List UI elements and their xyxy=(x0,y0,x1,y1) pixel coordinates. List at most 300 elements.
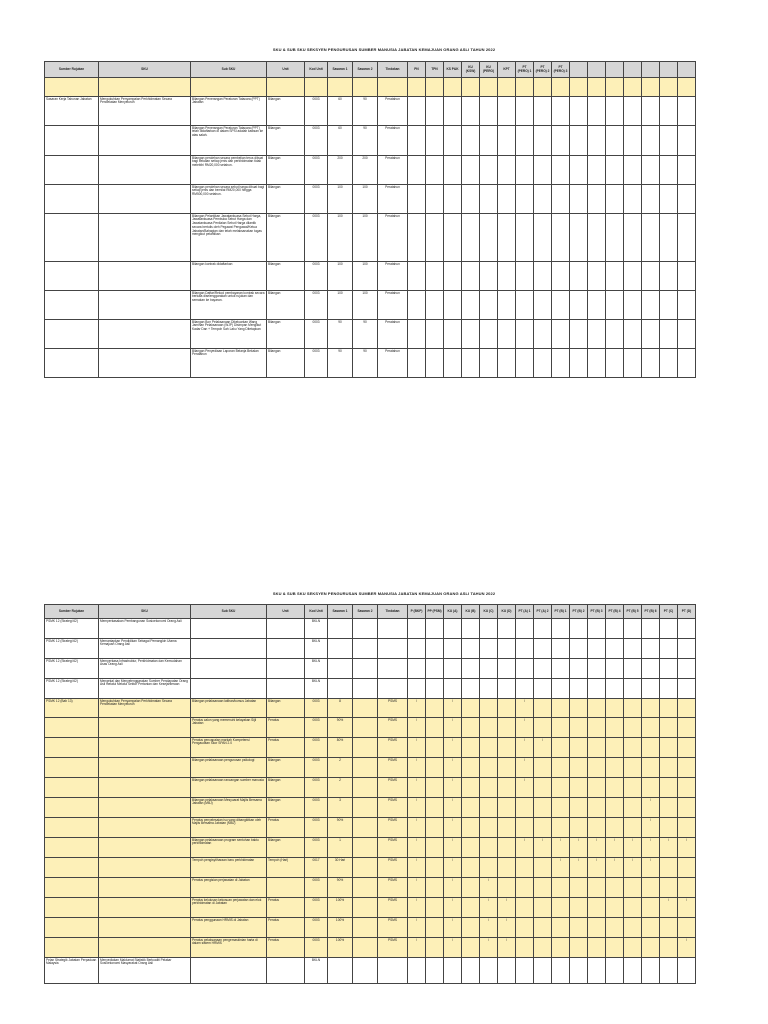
action-cell xyxy=(378,78,408,97)
role-cell xyxy=(534,214,552,262)
role-cell xyxy=(588,778,606,798)
role-cell xyxy=(498,838,516,858)
role-cell xyxy=(570,619,588,639)
unit-code-cell: 0003 xyxy=(305,878,328,898)
role-cell xyxy=(480,798,498,818)
role-cell: / xyxy=(480,938,498,958)
unit-cell: Bilangan xyxy=(267,320,305,349)
role-cell xyxy=(570,262,588,291)
action-cell: Peratahun xyxy=(378,320,408,349)
role-cell xyxy=(534,958,552,984)
role-cell xyxy=(462,291,480,320)
unit-code-cell xyxy=(305,78,328,97)
column-header: Kod Unit xyxy=(305,605,328,619)
role-cell xyxy=(426,718,444,738)
role-cell xyxy=(678,858,696,878)
role-cell xyxy=(606,349,624,378)
role-cell xyxy=(678,262,696,291)
role-cell xyxy=(480,97,498,126)
role-cell xyxy=(498,818,516,838)
role-cell xyxy=(588,958,606,984)
target2-cell xyxy=(353,878,378,898)
role-cell: / xyxy=(408,738,426,758)
role-cell xyxy=(642,718,660,738)
role-cell xyxy=(534,798,552,818)
role-cell xyxy=(678,958,696,984)
column-header: Tindakan xyxy=(378,605,408,619)
role-cell xyxy=(588,878,606,898)
role-cell xyxy=(642,778,660,798)
role-cell xyxy=(516,798,534,818)
target2-cell: 90 xyxy=(353,320,378,349)
role-cell xyxy=(624,738,642,758)
role-cell xyxy=(642,78,660,97)
role-cell xyxy=(462,898,480,918)
source-ref-cell: Sasaran Kerja Tahunan Jabatan xyxy=(45,97,99,126)
action-cell: PSMS xyxy=(378,758,408,778)
role-cell xyxy=(480,679,498,699)
sub-sku-cell: Bilangan Daftar/Rekod pembayaran kontrak secara berkala diselenggarakan untuk rujukan dan semakan ke bayaran. xyxy=(191,291,267,320)
column-header xyxy=(642,62,660,78)
role-cell xyxy=(606,78,624,97)
role-cell xyxy=(552,156,570,185)
role-cell xyxy=(606,214,624,262)
sku-cell xyxy=(99,798,191,818)
role-cell xyxy=(516,639,534,659)
role-cell: / xyxy=(516,838,534,858)
role-cell: / xyxy=(444,778,462,798)
role-cell xyxy=(426,262,444,291)
sub-sku-cell: Peratus penggunaan HRMIS di Jabatan xyxy=(191,918,267,938)
unit-code-cell: 0003 xyxy=(305,738,328,758)
role-cell xyxy=(408,262,426,291)
unit-code-cell: 0003 xyxy=(305,156,328,185)
role-cell xyxy=(498,758,516,778)
target2-cell xyxy=(353,798,378,818)
unit-cell: Bilangan xyxy=(267,126,305,156)
unit-cell xyxy=(267,659,305,679)
role-cell xyxy=(426,838,444,858)
role-cell xyxy=(642,898,660,918)
role-cell xyxy=(570,185,588,214)
unit-code-cell: 0003 xyxy=(305,349,328,378)
role-cell xyxy=(462,838,480,858)
role-cell xyxy=(552,619,570,639)
table-row xyxy=(45,185,696,214)
role-cell xyxy=(588,639,606,659)
role-cell xyxy=(516,262,534,291)
column-header: Tindakan xyxy=(378,62,408,78)
role-cell xyxy=(642,320,660,349)
role-cell: / xyxy=(408,918,426,938)
sub-sku-cell xyxy=(191,619,267,639)
role-cell xyxy=(606,898,624,918)
role-cell xyxy=(534,262,552,291)
role-cell: / xyxy=(444,918,462,938)
role-cell xyxy=(426,918,444,938)
role-cell xyxy=(606,778,624,798)
role-cell xyxy=(444,320,462,349)
target1-cell xyxy=(328,78,353,97)
role-cell xyxy=(606,818,624,838)
unit-code-cell: 0003 xyxy=(305,778,328,798)
role-cell xyxy=(498,78,516,97)
sku-cell xyxy=(99,918,191,938)
role-cell xyxy=(678,679,696,699)
role-cell xyxy=(642,699,660,718)
table-row xyxy=(45,918,696,938)
role-cell xyxy=(426,659,444,679)
role-cell xyxy=(516,126,534,156)
sku-cell: Mengukuhkan Penyampaian Perkhidmatan Secara Pendekatan Menyeluruh xyxy=(99,97,191,126)
column-header xyxy=(678,62,696,78)
role-cell xyxy=(444,214,462,262)
column-header: PT (B) 4 xyxy=(606,605,624,619)
role-cell xyxy=(588,619,606,639)
action-cell xyxy=(378,679,408,699)
role-cell xyxy=(408,78,426,97)
action-cell: Peratahun xyxy=(378,97,408,126)
role-cell xyxy=(678,758,696,778)
sub-sku-cell xyxy=(191,659,267,679)
role-cell: / xyxy=(534,838,552,858)
role-cell xyxy=(426,858,444,878)
role-cell xyxy=(624,938,642,958)
sub-sku-cell: Bilangan Penerangan Peraturan Tatacara (PPT) telah didaftarkan di dalam SPSI adalah kawsan ke atas salah. xyxy=(191,126,267,156)
role-cell xyxy=(624,918,642,938)
role-cell xyxy=(426,738,444,758)
role-cell xyxy=(660,938,678,958)
unit-cell: Tempoh (Hari) xyxy=(267,858,305,878)
sku-table-1 xyxy=(44,61,696,378)
role-cell xyxy=(606,938,624,958)
role-cell xyxy=(462,778,480,798)
role-cell xyxy=(480,78,498,97)
column-header: PP (PSM) xyxy=(426,605,444,619)
role-cell: / xyxy=(408,858,426,878)
column-header xyxy=(570,62,588,78)
unit-cell: Bilangan xyxy=(267,838,305,858)
role-cell xyxy=(678,619,696,639)
column-header: Sub SKU xyxy=(191,62,267,78)
column-header xyxy=(606,62,624,78)
sub-sku-cell: Bilangan pelaksanaan program sentuhan baktu perkhidmatan xyxy=(191,838,267,858)
unit-code-cell: 0003 xyxy=(305,262,328,291)
role-cell: / xyxy=(408,699,426,718)
role-cell xyxy=(516,156,534,185)
role-cell xyxy=(552,78,570,97)
sku-cell xyxy=(99,878,191,898)
role-cell xyxy=(426,778,444,798)
unit-cell xyxy=(267,958,305,984)
sku-cell xyxy=(99,185,191,214)
role-cell: / xyxy=(534,738,552,758)
role-cell xyxy=(588,938,606,958)
role-cell xyxy=(678,156,696,185)
role-cell xyxy=(534,291,552,320)
role-cell xyxy=(552,659,570,679)
role-cell xyxy=(570,679,588,699)
role-cell xyxy=(678,97,696,126)
unit-cell xyxy=(267,679,305,699)
role-cell xyxy=(660,858,678,878)
target2-cell xyxy=(353,718,378,738)
role-cell: / xyxy=(408,878,426,898)
role-cell xyxy=(570,659,588,679)
role-cell xyxy=(552,639,570,659)
role-cell xyxy=(534,639,552,659)
role-cell xyxy=(498,262,516,291)
role-cell xyxy=(552,679,570,699)
target1-cell: 100 xyxy=(328,291,353,320)
role-cell xyxy=(624,619,642,639)
role-cell: / xyxy=(444,938,462,958)
role-cell xyxy=(426,214,444,262)
role-cell xyxy=(570,918,588,938)
role-cell xyxy=(480,156,498,185)
role-cell xyxy=(642,738,660,758)
role-cell xyxy=(606,185,624,214)
target1-cell xyxy=(328,639,353,659)
column-header: Sasaran 1 xyxy=(328,62,353,78)
unit-code-cell: 0003 xyxy=(305,718,328,738)
role-cell xyxy=(570,718,588,738)
action-cell: PSMS xyxy=(378,878,408,898)
column-header: KU (C) xyxy=(480,605,498,619)
role-cell xyxy=(660,818,678,838)
sub-sku-cell: Bilangan perolehan secara pembelian terus dibuat bagi bekalan setiap jenis dan perkhidmatan tidak melebihi RM20,000 setahun. xyxy=(191,156,267,185)
action-cell: Peratahun xyxy=(378,126,408,156)
role-cell xyxy=(480,778,498,798)
role-cell xyxy=(426,679,444,699)
role-cell xyxy=(552,349,570,378)
role-cell xyxy=(534,659,552,679)
table-row xyxy=(45,97,696,126)
unit-code-cell: 0003 xyxy=(305,758,328,778)
role-cell xyxy=(462,878,480,898)
unit-code-cell: BKLN xyxy=(305,659,328,679)
sku-cell: Memperkasa Infrastruktur, Perkhidmatan dan Kemudahan Asas Orang Asli xyxy=(99,659,191,679)
role-cell xyxy=(624,758,642,778)
role-cell xyxy=(462,262,480,291)
sub-sku-cell: Bilangan pelaksanaan pengurusan psikologi xyxy=(191,758,267,778)
role-cell xyxy=(552,918,570,938)
sub-sku-cell: Bilangan kontrak didaftarkan xyxy=(191,262,267,291)
column-header: KU (B) xyxy=(462,605,480,619)
sku-cell xyxy=(99,858,191,878)
sub-sku-cell: Peratus kelulusan kekosuan perjawatan dan elok perkhidmatan di Jabatan xyxy=(191,898,267,918)
role-cell xyxy=(660,738,678,758)
target1-cell xyxy=(328,958,353,984)
role-cell xyxy=(498,126,516,156)
unit-code-cell: 0003 xyxy=(305,320,328,349)
unit-cell xyxy=(267,639,305,659)
role-cell xyxy=(426,878,444,898)
role-cell xyxy=(480,718,498,738)
table-row xyxy=(45,938,696,958)
source-ref-cell: PSMK 12 (Strategi 62) xyxy=(45,679,99,699)
role-cell xyxy=(606,291,624,320)
role-cell xyxy=(588,758,606,778)
role-cell: / xyxy=(660,838,678,858)
target1-cell: 2 xyxy=(328,758,353,778)
unit-cell xyxy=(267,878,305,898)
role-cell xyxy=(516,898,534,918)
source-ref-cell xyxy=(45,838,99,858)
table-row xyxy=(45,838,696,858)
column-header: PT (D) xyxy=(678,605,696,619)
table-row xyxy=(45,718,696,738)
role-cell: / xyxy=(660,898,678,918)
role-cell xyxy=(642,659,660,679)
role-cell xyxy=(588,291,606,320)
unit-code-cell: 0003 xyxy=(305,838,328,858)
role-cell xyxy=(462,798,480,818)
role-cell xyxy=(462,619,480,639)
role-cell xyxy=(624,349,642,378)
role-cell xyxy=(570,78,588,97)
role-cell xyxy=(624,679,642,699)
role-cell xyxy=(408,214,426,262)
role-cell xyxy=(606,718,624,738)
role-cell xyxy=(408,156,426,185)
role-cell xyxy=(426,699,444,718)
role-cell xyxy=(462,349,480,378)
role-cell xyxy=(606,659,624,679)
role-cell xyxy=(588,262,606,291)
role-cell xyxy=(462,738,480,758)
role-cell xyxy=(426,898,444,918)
role-cell xyxy=(552,938,570,958)
target2-cell: 100 xyxy=(353,185,378,214)
role-cell xyxy=(480,185,498,214)
column-header: TPN xyxy=(426,62,444,78)
role-cell xyxy=(570,778,588,798)
column-header: Unit xyxy=(267,605,305,619)
target2-cell xyxy=(353,778,378,798)
role-cell: / xyxy=(570,838,588,858)
role-cell xyxy=(606,918,624,938)
sub-sku-cell: Bilangan pelaksanaan latihan/kursus Jabatan xyxy=(191,699,267,718)
column-header: Sasaran 2 xyxy=(353,605,378,619)
table-row xyxy=(45,214,696,262)
role-cell: / xyxy=(408,778,426,798)
unit-cell: Bilangan xyxy=(267,97,305,126)
target1-cell: 90 xyxy=(328,349,353,378)
sub-sku-cell xyxy=(191,639,267,659)
role-cell: / xyxy=(516,699,534,718)
role-cell: / xyxy=(408,758,426,778)
action-cell xyxy=(378,958,408,984)
role-cell xyxy=(534,320,552,349)
source-ref-cell xyxy=(45,78,99,97)
sub-sku-cell: Bilangan Penyediaan Laporan Belanja Bekalan Peratahun xyxy=(191,349,267,378)
role-cell xyxy=(624,185,642,214)
role-cell xyxy=(552,214,570,262)
target2-cell: 100 xyxy=(353,291,378,320)
column-header: PT (A) 2 xyxy=(534,605,552,619)
role-cell xyxy=(498,738,516,758)
column-header: KU (KSW) xyxy=(462,62,480,78)
action-cell: Peratahun xyxy=(378,262,408,291)
sub-sku-cell: Bilangan pelaksanaan Mesyuarat Majlis Bersama Jabatan (MBJ) xyxy=(191,798,267,818)
role-cell xyxy=(552,262,570,291)
unit-cell xyxy=(267,78,305,97)
role-cell xyxy=(408,185,426,214)
target2-cell xyxy=(353,758,378,778)
action-cell: PSMS xyxy=(378,778,408,798)
role-cell xyxy=(426,818,444,838)
role-cell: / xyxy=(516,778,534,798)
role-cell xyxy=(570,958,588,984)
role-cell xyxy=(408,97,426,126)
role-cell xyxy=(606,262,624,291)
role-cell xyxy=(678,918,696,938)
role-cell xyxy=(498,718,516,738)
role-cell xyxy=(570,639,588,659)
role-cell xyxy=(498,214,516,262)
role-cell xyxy=(480,818,498,838)
action-cell: PSMS xyxy=(378,918,408,938)
sku-cell xyxy=(99,291,191,320)
role-cell xyxy=(498,349,516,378)
table-row xyxy=(45,699,696,718)
action-cell: PSMS xyxy=(378,838,408,858)
role-cell xyxy=(588,320,606,349)
role-cell xyxy=(534,185,552,214)
role-cell xyxy=(588,798,606,818)
table-row xyxy=(45,262,696,291)
role-cell xyxy=(498,699,516,718)
unit-code-cell: BKLN xyxy=(305,619,328,639)
sku-cell xyxy=(99,898,191,918)
role-cell xyxy=(624,818,642,838)
role-cell xyxy=(660,126,678,156)
unit-code-cell: 0003 xyxy=(305,97,328,126)
role-cell xyxy=(516,320,534,349)
role-cell xyxy=(660,78,678,97)
target1-cell: 3 xyxy=(328,798,353,818)
role-cell xyxy=(678,818,696,838)
target2-cell xyxy=(353,639,378,659)
action-cell: PSMS xyxy=(378,898,408,918)
source-ref-cell xyxy=(45,291,99,320)
role-cell xyxy=(498,97,516,126)
source-ref-cell: Pelan Strategik Jabatan Perpaduan Malaysia xyxy=(45,958,99,984)
role-cell: / xyxy=(408,938,426,958)
role-cell xyxy=(480,349,498,378)
action-cell: PSMS xyxy=(378,718,408,738)
role-cell xyxy=(462,818,480,838)
sub-sku-cell: Bilangan Bon Pelaksanaan Dikeluarkan Wang Jaminan Pelaksanaan (WJP) Disimpan Mengikut Kadar Dan + Tempoh Sah Laku Yang Ditetapkan xyxy=(191,320,267,349)
role-cell xyxy=(498,320,516,349)
role-cell xyxy=(534,619,552,639)
column-header: PT (PERO) 1 xyxy=(516,62,534,78)
role-cell xyxy=(660,262,678,291)
unit-code-cell: 0017 xyxy=(305,858,328,878)
role-cell xyxy=(426,97,444,126)
role-cell xyxy=(444,291,462,320)
role-cell xyxy=(426,758,444,778)
role-cell: / xyxy=(606,838,624,858)
unit-cell: Peratus xyxy=(267,938,305,958)
page2-title: SKU & SUB SKU SEKSYEN PENGURUSAN SUMBER MANUSIA JABATAN KEMAJUAN ORANG ASLI TAHUN 2022 xyxy=(272,591,496,596)
sku-cell xyxy=(99,838,191,858)
target1-cell xyxy=(328,659,353,679)
sku-cell: Memperkasakan Pembangunan Sosioekonomi Orang Asli xyxy=(99,619,191,639)
role-cell xyxy=(588,699,606,718)
sku-cell xyxy=(99,738,191,758)
